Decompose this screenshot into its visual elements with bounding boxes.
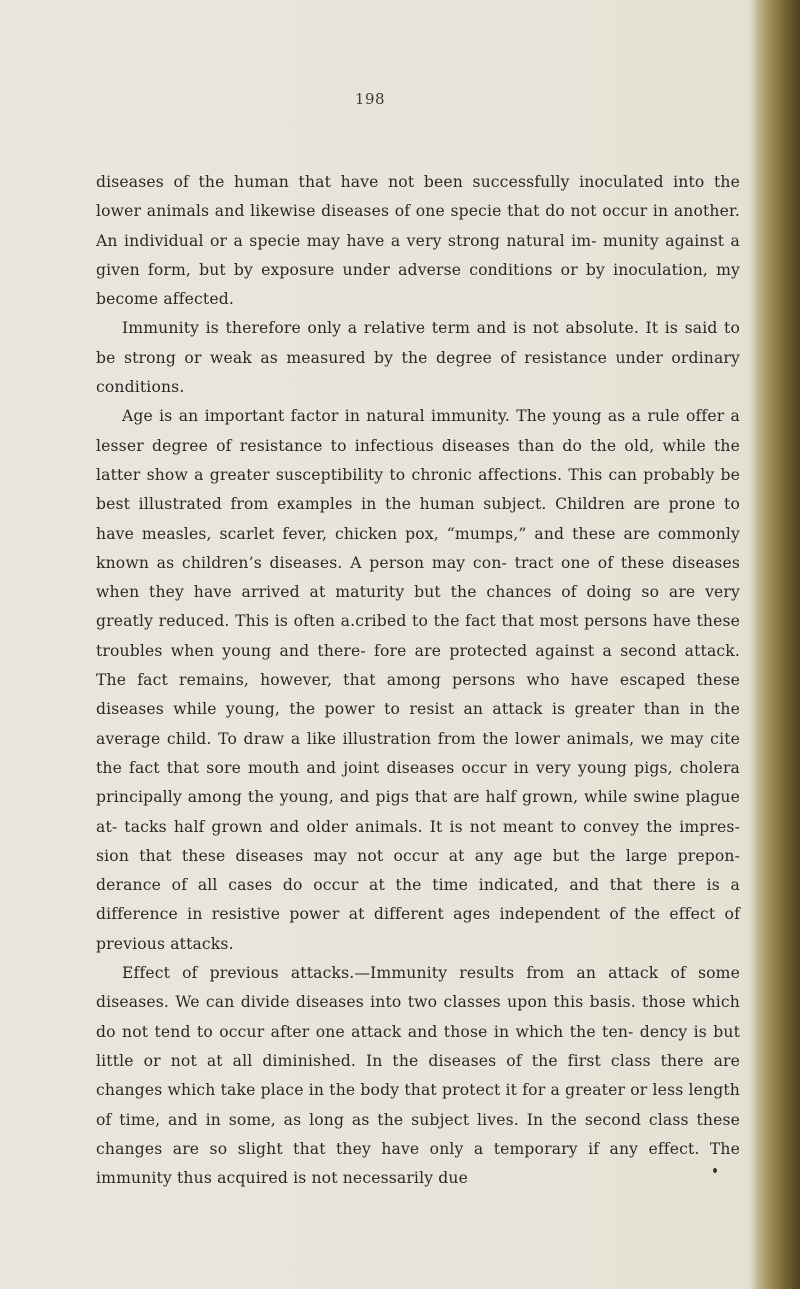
paragraph-3: Age is an important factor in natural immunity. The young as a rule offer a lesser degree of resistance to infectious diseases than do the old, while the latter show a greater susceptibility to chronic affections. This can probably be best illustrated from examples in the human subject. Children are prone to have measles, scarlet fever, chicken pox, “mumps,” and these are commonly known as children’s diseases. A person may con- tract one of these diseases when they have arrived at maturity but the chances of doing so are very greatly reduced. This is often a.cribed to the fact that most persons have these troubles when young and there- fore are protected against a second attack. The fact remains, however, that among persons who have escaped these diseases while young, the power to resist an attack is greater than in the average child. To draw a like illustration from the lower animals, we may cite the fact that sore mouth and joint diseases occur in very young pigs, cholera principally among the young, and pigs that are half grown, while swine plague at- tacks half grown and older animals. It is not meant to convey the impres- sion that these diseases may not occur at any age but the large prepon- derance of all cases do occur at the time indicated, and that there is a difference in resistive power at different ages independent of the effect of previous attacks. <box>96 407 740 953</box>
page-binding-edge <box>756 0 800 1289</box>
paragraph-1: diseases of the human that have not been successfully inoculated into the lower animals and likewise diseases of one specie that do not occur in another. An individual or a specie may have a very strong natural im- munity against a given form, but by exposure under adverse conditions or by inoculation, my become affected. <box>96 173 740 309</box>
body-text <box>96 168 740 1193</box>
ink-speck <box>713 1168 717 1173</box>
paragraph-4: Effect of previous attacks.—Immunity results from an attack of some diseases. We can divide diseases into two classes upon this basis. those which do not tend to occur after one attack and those in which the ten- dency is but little or not at all diminished. In the diseases of the first class there are changes which take place in the body that protect it for a greater or less length of time, and in some, as long as the subject lives. In the second class these changes are so slight that they have only a temporary if any effect. The immunity thus acquired is not necessarily due <box>96 964 740 1188</box>
paragraph-2: Immunity is therefore only a relative term and is not absolute. It is said to be strong or weak as measured by the degree of resistance under ordinary conditions. <box>96 319 740 397</box>
page-number: 198 <box>354 90 386 108</box>
